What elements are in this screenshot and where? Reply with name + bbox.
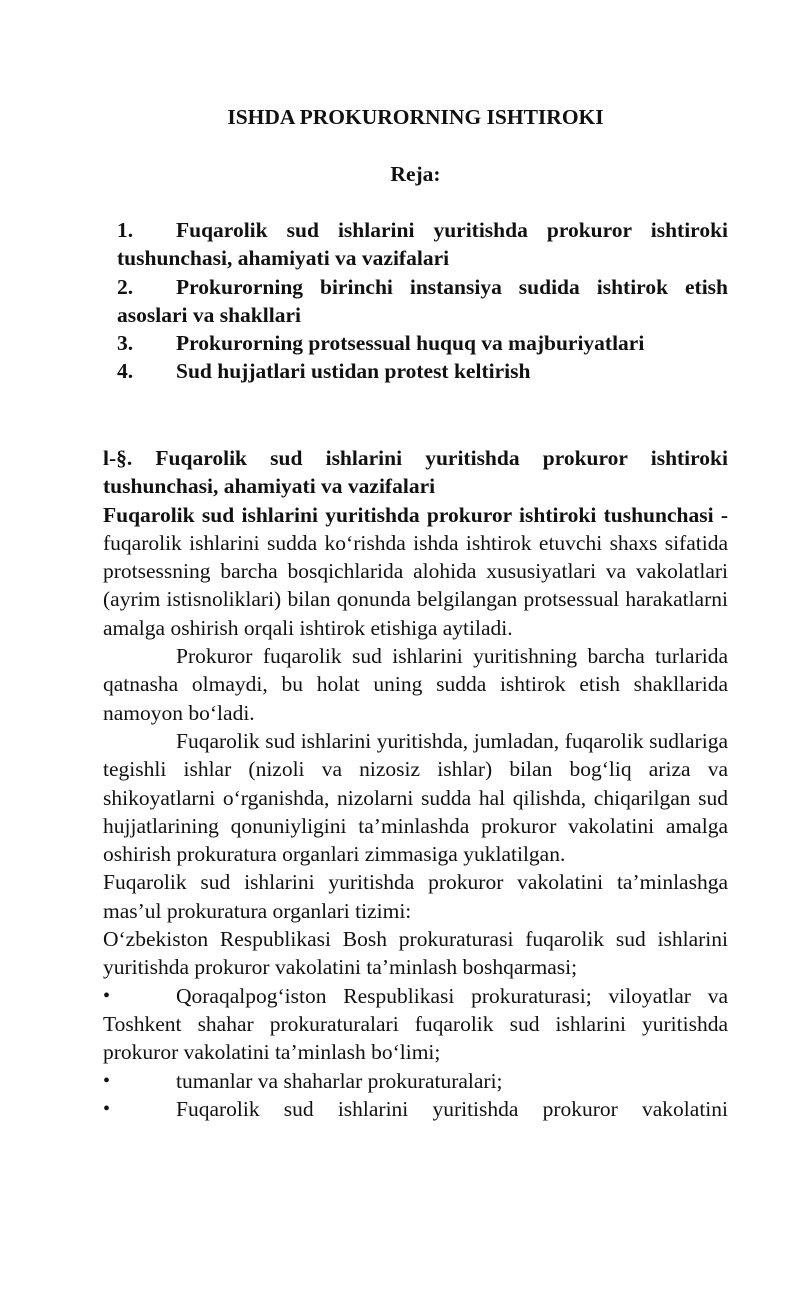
paragraph: Prokuror fuqarolik sud ishlarini yuritishning barcha turlarida qatnasha olmaydi, bu holat uning sudda ishtirok etish shakllarida namoyon bo‘ladi. [103,644,728,725]
plan-item-number: 2. [117,274,134,299]
bullet-item [103,1067,728,1095]
bullet-item [103,982,728,1067]
bullet-item [103,1095,728,1123]
paragraph: Fuqarolik sud ishlarini yuritishda, jumladan, fuqarolik sudlariga tegishli ishlar (nizoli va nizosiz ishlar) bilan bog‘liq ariza va shikoyatlarni o‘rganishda, nizolarni sudda hal qilishda, chiqarilgan sud hujjatlarining qonuniyligini ta’minlashda prokuror vakolatini amalga oshirish prokuratura organlari zimmasiga yuklatilgan. [103,728,728,867]
definition-term: Fuqarolik sud ishlarini yuritishda prokuror ishtiroki tushunchasi - [103,502,728,527]
bullet-icon: • [103,1069,111,1092]
bullet-icon: • [103,984,111,1007]
plan-item-number: 1. [117,218,134,242]
section-body [103,444,728,1123]
plan-item-number: 4. [117,359,134,384]
plan-item-number: 3. [117,331,134,356]
plan-heading: Reja: [390,162,441,186]
definition-paragraph [103,501,728,642]
plan-item [117,329,728,357]
plan-item-text: Prokurorning birinchi instansiya sudida ishtirok etish asoslari va shakllari [117,274,728,327]
plan-list [117,216,728,386]
bullet-text: tumanlar va shaharlar prokuraturalari; [176,1068,503,1093]
bullet-text: Fuqarolik sud ishlarini yuritishda prokuror vakolatini [176,1096,728,1121]
plan-item-text: Sud hujjatlari ustidan protest keltirish [176,359,531,384]
definition-text: fuqarolik ishlarini sudda ko‘rishda ishda ishtirok etuvchi shaxs sifatida protsessning barcha bosqichlarida alohida xususiyatlari va vakolatlari (ayrim istisnoliklari) bilan qonunda belgilangan protsessual harakatlarni amalga oshirish orqali ishtirok etishiga aytiladi. [103,530,728,640]
plan-item [117,273,728,330]
plan-item [117,216,728,273]
paragraph: O‘zbekiston Respublikasi Bosh prokuraturasi fuqarolik sud ishlarini yuritishda prokuror vakolatini ta’minlash boshqarmasi; [103,927,728,980]
paragraph: Fuqarolik sud ishlarini yuritishda prokuror vakolatini ta’minlashga mas’ul prokuratura organlari tizimi: [103,870,728,923]
plan-item-text: Fuqarolik sud ishlarini yuritishda prokuror ishtiroki tushunchasi, ahamiyati va vazifalari [117,218,728,271]
section-heading: l-§. Fuqarolik sud ishlarini yuritishda prokuror ishtiroki tushunchasi, ahamiyati va vazifalari [103,446,728,499]
plan-item [117,357,728,385]
document-title: ISHDA PROKURORNING ISHTIROKI [227,105,604,129]
plan-item-text: Prokurorning protsessual huquq va majburiyatlari [176,331,645,356]
bullet-icon: • [103,1097,111,1120]
bullet-text: Qoraqalpog‘iston Respublikasi prokuraturasi; viloyatlar va Toshkent shahar prokuraturalari fuqarolik sud ishlarini yuritishda prokuror vakolatini ta’minlash bo‘limi; [103,983,728,1065]
